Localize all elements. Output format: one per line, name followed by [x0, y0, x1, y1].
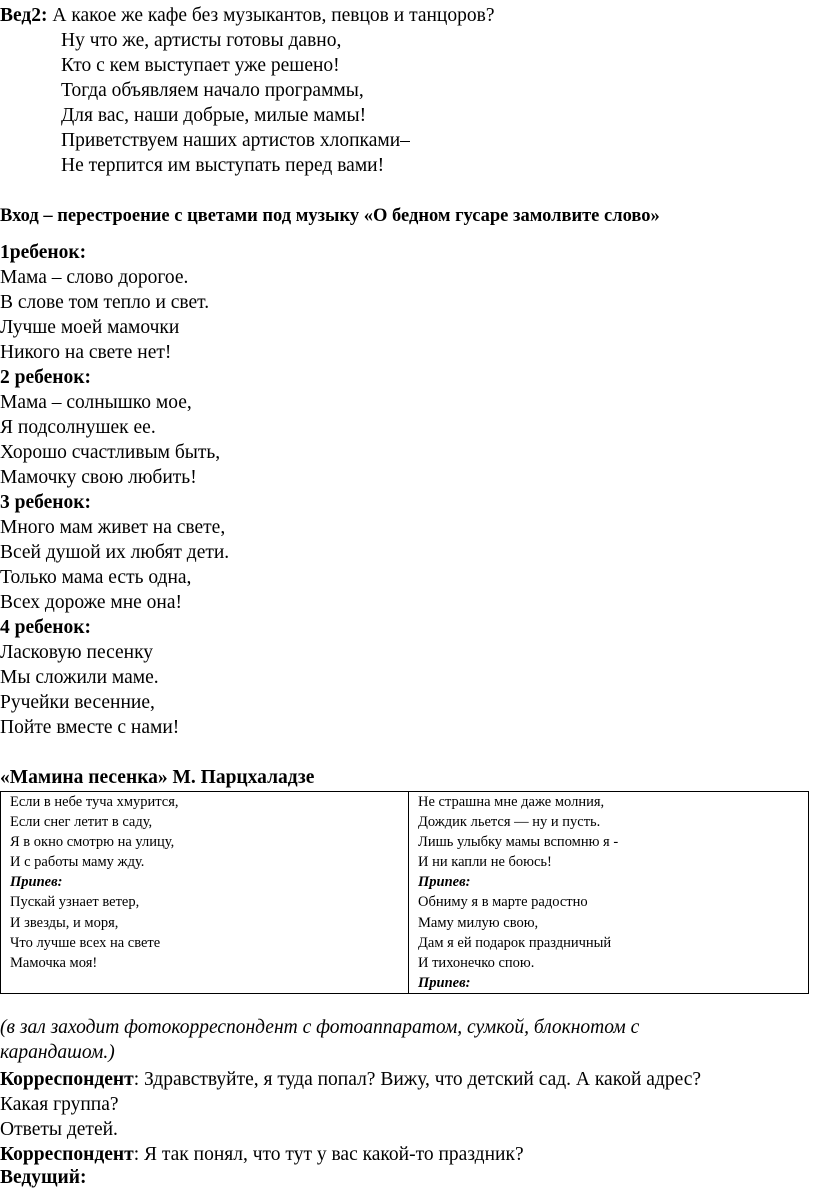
- lyric-line: И звезды, и моря,: [10, 914, 119, 931]
- lyrics-left-column: [1, 792, 409, 994]
- dialogue-line: [0, 1068, 701, 1092]
- stage-direction: (в зал заходит фотокорреспондент с фотоаппаратом, сумкой, блокнотом с: [0, 1017, 640, 1038]
- verse-line: Ручейки весенние,: [0, 692, 155, 713]
- refrain-label: Припев:: [418, 874, 471, 891]
- lyric-line: Дам я ей подарок праздничный: [418, 934, 612, 951]
- dialogue-line: Какая группа?: [0, 1094, 119, 1115]
- intro-line: Кто с кем выступает уже решено!: [61, 55, 340, 76]
- child-label: 4 ребенок:: [0, 617, 91, 638]
- dialogue-line: [0, 1143, 524, 1167]
- lyrics-right-column: [409, 792, 809, 994]
- verse-line: Мамочку свою любить!: [0, 467, 197, 488]
- speaker-label: Корреспондент: [0, 1144, 134, 1165]
- stage-direction: карандашом.): [0, 1042, 115, 1063]
- verse-line: Много мам живет на свете,: [0, 517, 226, 538]
- lyric-line: Дождик льется — ну и пусть.: [418, 814, 601, 831]
- lyric-line: И с работы маму жду.: [10, 854, 145, 871]
- intro-first-line: [0, 4, 494, 28]
- verse-line: Ласковую песенку: [0, 642, 154, 663]
- verse-line: Всех дороже мне она!: [0, 592, 182, 613]
- dialogue-text: : Здравствуйте, я туда попал? Вижу, что детский сад. А какой адрес?: [133, 1069, 702, 1090]
- lyrics-table: [0, 791, 809, 994]
- song-title: «Мамина песенка» М. Парцхаладзе: [0, 767, 315, 788]
- verse-line: Хорошо счастливым быть,: [0, 442, 221, 463]
- verse-line: Всей душой их любят дети.: [0, 542, 230, 563]
- lyric-line: Что лучше всех на свете: [10, 934, 161, 951]
- verse-line: Мама – солнышко мое,: [0, 392, 192, 413]
- lyric-line: Если в небе туча хмурится,: [10, 794, 179, 810]
- lyric-line: И ни капли не боюсь!: [418, 854, 552, 871]
- dialogue-line: Ответы детей.: [0, 1119, 118, 1140]
- dialogue-text: : Я так понял, что тут у вас какой-то праздник?: [133, 1144, 524, 1165]
- verse-line: Никого на свете нет!: [0, 342, 172, 363]
- speaker-label: Ведущий:: [0, 1167, 87, 1188]
- verse-line: Мы сложили маме.: [0, 667, 159, 688]
- lyric-line: Обниму я в марте радостно: [418, 894, 588, 911]
- intro-line: Не терпится им выступать перед вами!: [61, 155, 385, 176]
- child-label: 2 ребенок:: [0, 367, 91, 388]
- lyric-line: И тихонечко спою.: [418, 954, 535, 971]
- intro-line: Тогда объявляем начало программы,: [61, 80, 364, 101]
- intro-line: Ну что же, артисты готовы давно,: [61, 30, 342, 51]
- lyric-line: Пускай узнает ветер,: [10, 894, 140, 911]
- verse-line: Только мама есть одна,: [0, 567, 192, 588]
- lyric-line: Мамочка моя!: [10, 954, 98, 971]
- intro-text: А какое же кафе без музыкантов, певцов и танцоров?: [47, 5, 495, 26]
- child-label: 1ребенок:: [0, 242, 87, 263]
- verse-line: Лучше моей мамочки: [0, 317, 180, 338]
- verse-line: В слове том тепло и свет.: [0, 292, 210, 313]
- intro-line: Приветствуем наших артистов хлопками–: [61, 130, 410, 151]
- verse-line: Мама – слово дорогое.: [0, 267, 189, 288]
- lyric-line: Не страшна мне даже молния,: [418, 794, 605, 810]
- refrain-label: Припев:: [418, 974, 471, 991]
- speaker-label: Вед2:: [0, 5, 48, 26]
- speaker-label: Корреспондент: [0, 1069, 134, 1090]
- intro-line: Для вас, наши добрые, милые мамы!: [61, 105, 367, 126]
- child-label: 3 ребенок:: [0, 492, 91, 513]
- entrance-heading: Вход – перестроение с цветами под музыку «О бедном гусаре замолвите слово»: [0, 206, 660, 226]
- lyric-line: Я в окно смотрю на улицу,: [10, 834, 175, 851]
- verse-line: Пойте вместе с нами!: [0, 717, 180, 738]
- verse-line: Я подсолнушек ее.: [0, 417, 156, 438]
- lyric-line: Маму милую свою,: [418, 914, 539, 931]
- lyric-line: Лишь улыбку мамы вспомню я -: [418, 834, 619, 851]
- table-row: [1, 792, 809, 994]
- refrain-label: Припев:: [10, 874, 63, 891]
- lyric-line: Если снег летит в саду,: [10, 814, 153, 831]
